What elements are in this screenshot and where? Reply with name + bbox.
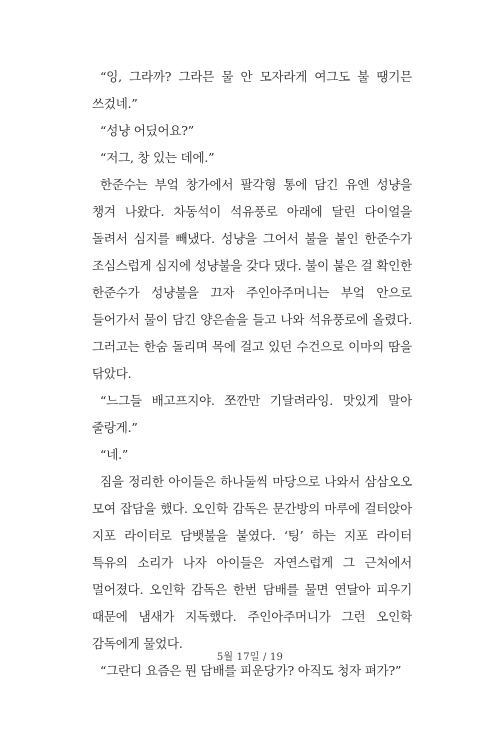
- paragraph: “저그, 창 있는 데에.”: [100, 150, 215, 165]
- paragraph: “느그들 배고프지야. 쪼깐만 기달려라잉. 맛있게 말아 줄랑게.”: [92, 393, 412, 435]
- paragraph: “성냥 어딨어요?”: [100, 123, 194, 138]
- paragraph: 한준수는 부엌 창가에서 팔각형 통에 담긴 유엔 성냥을 챙겨 나왔다. 차동석이 석유풍로 아래에 달린 다이얼을 돌려서 심지를 빼냈다. 성냥을 그어서 불을 붙인 한준수가 조심스럽게 심지에 성냥불을 갖다 댔다. 불이 붙은 걸 확인한 한준수가 성냥불을 끄자 주인아주머니는 부엌 안으로 들어가서 물이 담긴 양은솥을 들고 나와 석유풍로에 올렸다. 그러고는 한숨 돌리며 목에 걸고 있던 수건으로 이마의 땀을 닦았다.: [92, 177, 412, 381]
- page-number: 5월 17일 / 19: [216, 652, 284, 663]
- paragraph: “네.”: [100, 447, 129, 462]
- paragraph: “잉, 그라까? 그라믄 물 안 모자라게 여그도 불 땡기믄 쓰겄네.”: [92, 69, 412, 111]
- paragraph: 짐을 정리한 아이들은 하나둘씩 마당으로 나와서 삼삼오오 모여 잡담을 했다. 오인학 감독은 문간방의 마루에 걸터앉아 지포 라이터로 담뱃불을 붙였다. ‘팅’ 하는 지포 라이터 특유의 소리가 나자 아이들은 자연스럽게 그 근처에서 멀어졌다. 오인학 감독은 한번 담배를 물면 연달아 피우기 때문에 냄새가 지독했다. 주인아주머니가 그런 오인학 감독에게 물었다.: [92, 474, 412, 651]
- paragraph: “그란디 요즘은 뭔 담배를 피운당가? 아직도 청자 펴가?”: [100, 663, 402, 678]
- body-text: [92, 63, 412, 684]
